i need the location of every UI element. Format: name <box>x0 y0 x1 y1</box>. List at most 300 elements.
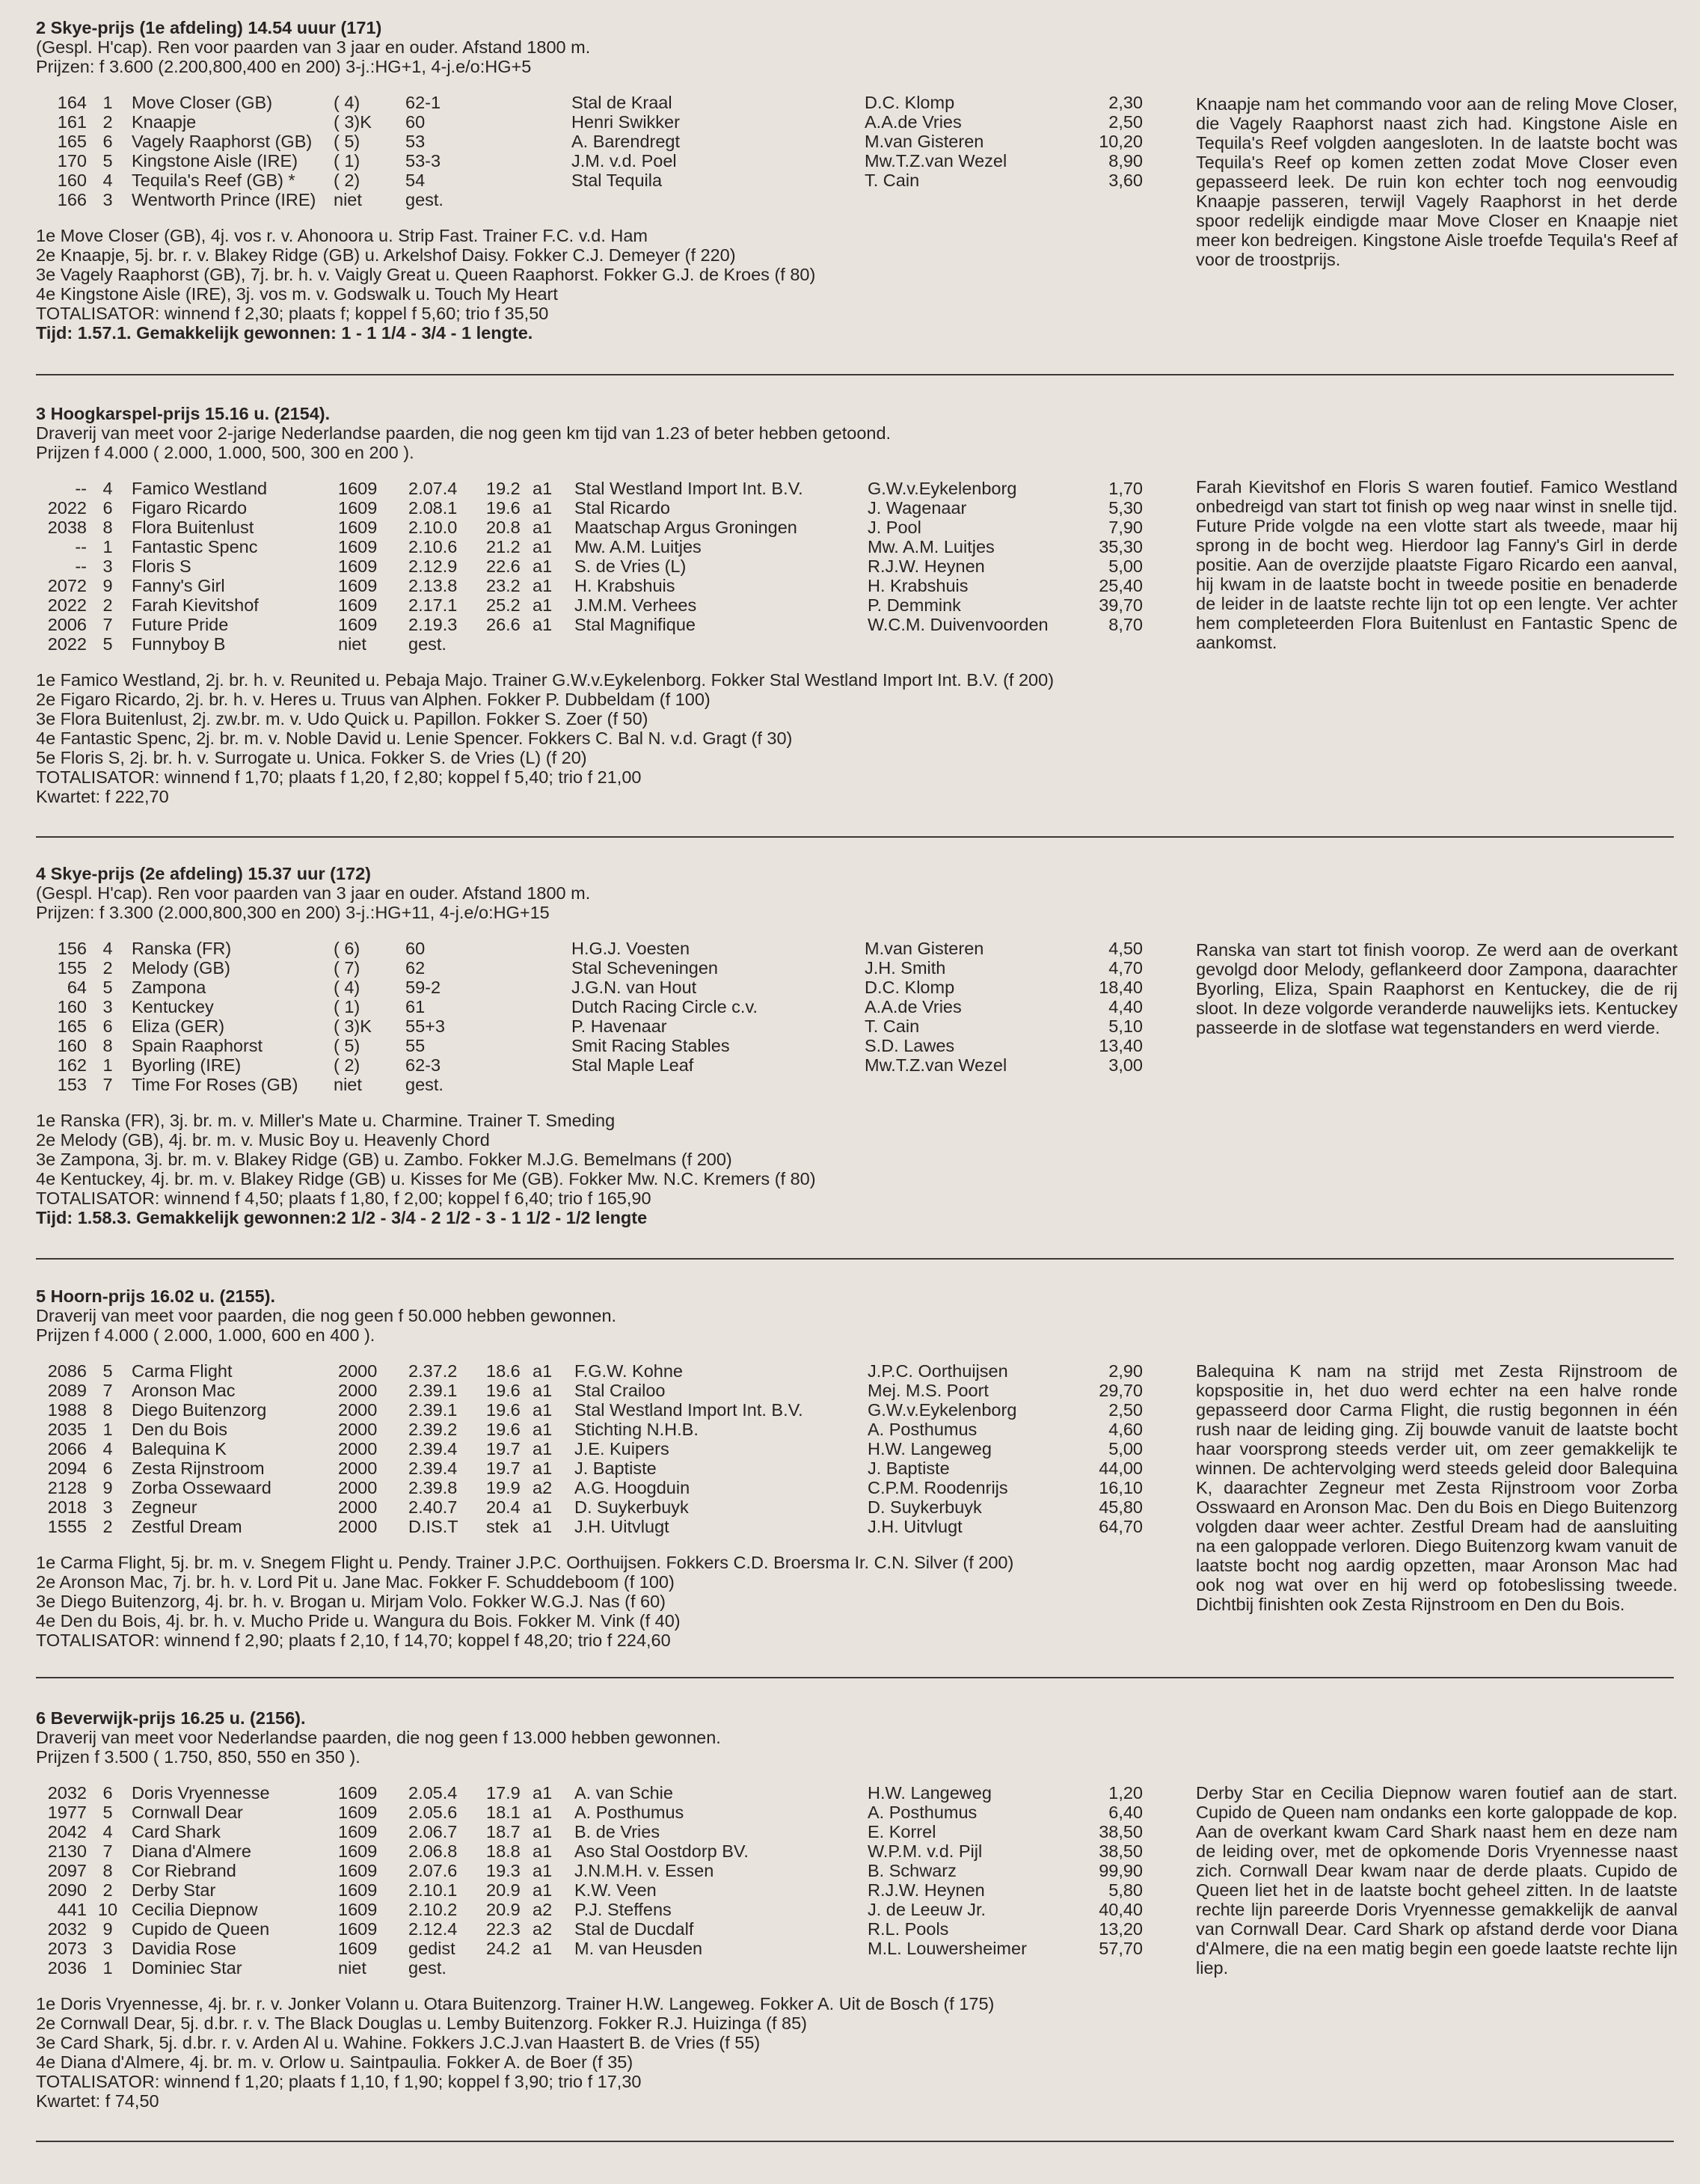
start-number-cell: 3 <box>102 997 113 1016</box>
race-section <box>36 864 1678 1227</box>
owner-cell: K.W. Veen <box>574 1880 657 1900</box>
form-number-cell: 2090 <box>47 1880 87 1900</box>
start-number-cell: 8 <box>102 1036 113 1055</box>
owner-cell: Stal Westland Import Int. B.V. <box>574 479 803 498</box>
race-time-cell: 2.12.4 <box>408 1919 458 1939</box>
jockey-cell: Mw.T.Z.van Wezel <box>865 151 1007 171</box>
result-line: 1e Ranska (FR), 3j. br. m. v. Miller's Mate u. Charmine. Trainer T. Smeding <box>36 1111 616 1130</box>
owner-cell: A. Posthumus <box>574 1803 684 1822</box>
jockey-cell: Mw.T.Z.van Wezel <box>865 1055 1007 1075</box>
start-number-cell: 1 <box>102 537 113 556</box>
distance-cell: 2000 <box>338 1381 378 1400</box>
jockey-cell: A.A.de Vries <box>865 112 962 132</box>
race-time-cell: 2.39.4 <box>408 1439 458 1458</box>
form-number-cell: 161 <box>57 112 87 132</box>
form-number-cell: 1977 <box>47 1803 87 1822</box>
race-time-cell: 2.12.9 <box>408 556 458 576</box>
owner-cell: J.E. Kuipers <box>574 1439 669 1458</box>
jockey-cell: M.van Gisteren <box>865 132 984 151</box>
owner-cell: Henri Swikker <box>571 112 680 132</box>
odds-cell: 44,00 <box>1099 1458 1143 1478</box>
owner-cell: J.M. v.d. Poel <box>571 151 677 171</box>
horse-name-cell: Famico Westland <box>132 479 268 498</box>
odds-cell: 5,00 <box>1108 556 1143 576</box>
start-number-cell: 3 <box>102 1497 113 1517</box>
start-number-cell: 1 <box>102 1420 113 1439</box>
category-cell: a1 <box>533 1420 553 1439</box>
race-time-cell: 2.39.2 <box>408 1420 458 1439</box>
km-time-cell: 19.6 <box>486 1420 521 1439</box>
horse-name-cell: Carma Flight <box>132 1361 233 1381</box>
driver-cell: H.W. Langeweg <box>868 1439 992 1458</box>
race-commentary: Farah Kievitshof en Floris S waren foutief. Famico Westland onbedreigd van start tot finish op weg naar winst in snelle tijd. Future Pride volgde na een vlotte start als tweede, maar hij sprong in de bocht weg. Hierdoor lag Fanny's Girl in derde positie. Aan de overzijde plaatste Figaro Ricardo een aanval, hij kwam in de laatste bocht in tweede positie en benaderde de leider in de laatste rechte lijn tot op een lengte. Ver achter hem completeerden Flora Buitenlust en Fantastic Spenc de aankomst. <box>1196 477 1678 652</box>
result-line: 4e Diana d'Almere, 4j. br. m. v. Orlow u. Saintpaulia. Fokker A. de Boer (f 35) <box>36 2052 633 2072</box>
form-number-cell: 2072 <box>47 576 87 595</box>
race-commentary: Derby Star en Cecilia Diepnow waren foutief aan de start. Cupido de Queen nam ondanks een korte galoppade de kop. Aan de overkant kwam Card Shark naast hem en deze nam de leiding over, met de opkomende Doris Vryennesse naast zich. Cornwall Dear kwam naar de derde plaats. Cupido de Queen liet het in de laatste bocht geheel zitten. In de laatste rechte lijn pareerde Doris Vryennesse gemakkelijk de aanval van Cornwall Dear. Card Shark op afstand derde voor Diana d'Almere, die na een matig begin een goede laatste rechte lijn liep. <box>1196 1783 1678 1978</box>
race-time-cell: gest. <box>408 1958 447 1978</box>
km-time-cell: 19.6 <box>486 1381 521 1400</box>
table-row <box>36 1075 1674 1094</box>
km-time-cell: 19.9 <box>486 1478 521 1497</box>
odds-cell: 4,70 <box>1108 958 1143 978</box>
start-number-cell: 10 <box>97 1900 118 1919</box>
horse-name-cell: Doris Vryennesse <box>132 1783 270 1803</box>
start-number-cell: 9 <box>102 1919 113 1939</box>
result-line: 4e Den du Bois, 4j. br. h. v. Mucho Pride u. Wangura du Bois. Fokker M. Vink (f 40) <box>36 1611 681 1631</box>
start-number-cell: 9 <box>102 1478 113 1497</box>
category-cell: a1 <box>533 1361 553 1381</box>
km-time-cell: 19.6 <box>486 498 521 518</box>
post-position-cell: ( 2) <box>334 171 360 190</box>
race-commentary: Knaapje nam het commando voor aan de reling Move Closer, die Vagely Raaphorst naast zich had. Kingstone Aisle en Tequila's Reef volgden aangesloten. In de laatste bocht was Tequila's Reef op komen zetten zodat Move Closer even gepasseerd leek. De ruin kon echter toch nog eenvoudig Knaapje passeren, terwijl Vagely Raaphorst in het derde spoor redelijk eindigde maar Move Closer en Knaapje niet meer kon bedreigen. Kingstone Aisle troefde Tequila's Reef af voor de troostprijs. <box>1196 94 1678 269</box>
weight-cell: 62-3 <box>405 1055 441 1075</box>
result-line: 4e Fantastic Spenc, 2j. br. m. v. Noble David u. Lenie Spencer. Fokkers C. Bal N. v.d. Gragt (f 30) <box>36 728 793 748</box>
owner-cell: Stal de Kraal <box>571 93 672 112</box>
race-commentary: Balequina K nam na strijd met Zesta Rijnstroom de kopspositie in, het duo werd echter na een halve ronde gepasseerd door Carma Flight, die rustig begonnen in één rush naar de leiding ging. Zij bouwde vanuit de laatste bocht haar voorsprong steeds verder uit, om zeer gemakkelijk te winnen. De achtervolging werd steeds geleid door Balequina K, daarachter Zegneur met Zesta Rijnstroom voor Zorba Osswaard en Aronson Mac. Den du Bois en Diego Buitenzorg volgden daar weer achter. Zestful Dream had de aansluiting na een galoppade verloren. Diego Buitenzorg kwam vanuit de laatste bocht nog aardig opzetten, maar Aronson Mac had ook nog wat over en hij werd op fotobeslissing tweede. Dichtbij finishten ook Zesta Rijnstroom en Den du Bois. <box>1196 1361 1678 1614</box>
result-line: 3e Card Shark, 5j. d.br. r. v. Arden Al u. Wahine. Fokkers J.C.J.van Haastert B. de Vries (f 55) <box>36 2033 761 2052</box>
distance-cell: 2000 <box>338 1497 378 1517</box>
horse-name-cell: Funnyboy B <box>132 634 226 654</box>
race-time-line: Tijd: 1.58.3. Gemakkelijk gewonnen:2 1/2 - 3/4 - 2 1/2 - 3 - 1 1/2 - 1/2 lengte <box>36 1208 648 1227</box>
section-divider <box>36 1677 1674 1678</box>
odds-cell: 25,40 <box>1099 576 1143 595</box>
horse-name-cell: Fantastic Spenc <box>132 537 258 556</box>
odds-cell: 40,40 <box>1099 1900 1143 1919</box>
race-time-cell: 2.08.1 <box>408 498 458 518</box>
category-cell: a1 <box>533 1458 553 1478</box>
km-time-cell: 20.4 <box>486 1497 521 1517</box>
form-number-cell: 160 <box>57 1036 87 1055</box>
horse-name-cell: Tequila's Reef (GB) * <box>132 171 295 190</box>
horse-name-cell: Aronson Mac <box>132 1381 236 1400</box>
form-number-cell: 2035 <box>47 1420 87 1439</box>
distance-cell: 1609 <box>338 1900 378 1919</box>
horse-name-cell: Zesta Rijnstroom <box>132 1458 265 1478</box>
section-divider <box>36 836 1674 838</box>
start-number-cell: 4 <box>102 171 113 190</box>
distance-cell: 1609 <box>338 498 378 518</box>
race-title: 5 Hoorn-prijs 16.02 u. (2155). <box>36 1286 275 1306</box>
distance-cell: 1609 <box>338 1841 378 1861</box>
totalisator-line: TOTALISATOR: winnend f 1,20; plaats f 1,10, f 1,90; koppel f 3,90; trio f 17,30 <box>36 2072 642 2091</box>
km-time-cell: 18.6 <box>486 1361 521 1381</box>
weight-cell: 60 <box>405 939 426 958</box>
result-line: 2e Aronson Mac, 7j. br. h. v. Lord Pit u. Jane Mac. Fokker F. Schuddeboom (f 100) <box>36 1572 675 1592</box>
race-time-cell: D.IS.T <box>408 1517 458 1536</box>
driver-cell: J. de Leeuw Jr. <box>868 1900 986 1919</box>
race-commentary: Ranska van start tot finish voorop. Ze werd aan de overkant gevolgd door Melody, geflankeerd door Zampona, daarachter Byorling, Eliza, Spain Raaphorst en Kentuckey, die de rij sloot. In deze volgorde veranderde nauwelijks iets. Kentuckey passeerde in de slotfase wat tegenstanders en werd vierde. <box>1196 940 1678 1037</box>
result-line: 3e Vagely Raaphorst (GB), 7j. br. h. v. Vaigly Great u. Queen Raaphorst. Fokker G.J. de Kroes (f 80) <box>36 265 816 284</box>
section-divider <box>36 1258 1674 1260</box>
odds-cell: 8,90 <box>1108 151 1143 171</box>
driver-cell: C.P.M. Roodenrijs <box>868 1478 1008 1497</box>
form-number-cell: 170 <box>57 151 87 171</box>
odds-cell: 18,40 <box>1099 978 1143 997</box>
post-position-cell: ( 2) <box>334 1055 360 1075</box>
start-number-cell: 1 <box>102 93 113 112</box>
race-title: 2 Skye-prijs (1e afdeling) 14.54 uuur (171) <box>36 18 382 37</box>
result-line: 3e Flora Buitenlust, 2j. zw.br. m. v. Udo Quick u. Papillon. Fokker S. Zoer (f 50) <box>36 709 648 728</box>
race-time-cell: 2.17.1 <box>408 595 458 615</box>
form-number-cell: 2094 <box>47 1458 87 1478</box>
form-number-cell: 2097 <box>47 1861 87 1880</box>
owner-cell: J. Baptiste <box>574 1458 657 1478</box>
race-time-cell: gest. <box>408 634 447 654</box>
owner-cell: Stal Crailoo <box>574 1381 666 1400</box>
distance-cell: 1609 <box>338 1783 378 1803</box>
owner-cell: A.G. Hoogduin <box>574 1478 690 1497</box>
start-number-cell: 2 <box>102 112 113 132</box>
form-number-cell: 160 <box>57 997 87 1016</box>
start-number-cell: 9 <box>102 576 113 595</box>
weight-cell: gest. <box>405 1075 444 1094</box>
weight-cell: 53-3 <box>405 151 441 171</box>
horse-name-cell: Diana d'Almere <box>132 1841 251 1861</box>
distance-cell: 1609 <box>338 479 378 498</box>
horse-name-cell: Dominiec Star <box>132 1958 242 1978</box>
driver-cell: G.W.v.Eykelenborg <box>868 479 1017 498</box>
result-line: 2e Cornwall Dear, 5j. d.br. r. v. The Black Douglas u. Lemby Buitenzorg. Fokker R.J. Huizinga (f 85) <box>36 2013 807 2033</box>
owner-cell: H. Krabshuis <box>574 576 675 595</box>
driver-cell: W.C.M. Duivenvoorden <box>868 615 1049 634</box>
form-number-cell: 2130 <box>47 1841 87 1861</box>
totalisator-line: TOTALISATOR: winnend f 2,90; plaats f 2,10, f 14,70; koppel f 48,20; trio f 224,60 <box>36 1631 671 1650</box>
form-number-cell: -- <box>75 556 87 576</box>
form-number-cell: 166 <box>57 190 87 209</box>
race-time-cell: 2.10.2 <box>408 1900 458 1919</box>
driver-cell: A. Posthumus <box>868 1803 978 1822</box>
owner-cell: Stal Westland Import Int. B.V. <box>574 1400 803 1420</box>
race-section <box>36 1286 1678 1650</box>
km-time-cell: 20.9 <box>486 1900 521 1919</box>
category-cell: a2 <box>533 1900 553 1919</box>
km-time-cell: 25.2 <box>486 595 521 615</box>
post-position-cell: ( 4) <box>334 978 360 997</box>
distance-cell: 2000 <box>338 1458 378 1478</box>
start-number-cell: 6 <box>102 498 113 518</box>
post-position-cell: ( 1) <box>334 997 360 1016</box>
odds-cell: 38,50 <box>1099 1841 1143 1861</box>
start-number-cell: 7 <box>102 615 113 634</box>
start-number-cell: 4 <box>102 1822 113 1841</box>
driver-cell: R.J.W. Heynen <box>868 1880 985 1900</box>
odds-cell: 35,30 <box>1099 537 1143 556</box>
horse-name-cell: Fanny's Girl <box>132 576 225 595</box>
horse-name-cell: Knaapje <box>132 112 197 132</box>
race-results <box>36 670 1674 806</box>
start-number-cell: 5 <box>102 151 113 171</box>
odds-cell: 3,60 <box>1108 171 1143 190</box>
jockey-cell: D.C. Klomp <box>865 93 955 112</box>
start-number-cell: 2 <box>102 958 113 978</box>
owner-cell: J.N.M.H. v. Essen <box>574 1861 714 1880</box>
race-results <box>36 1994 1674 2111</box>
jockey-cell: M.van Gisteren <box>865 939 984 958</box>
category-cell: a1 <box>533 1939 553 1958</box>
form-number-cell: 1988 <box>47 1400 87 1420</box>
owner-cell: Stal Scheveningen <box>571 958 718 978</box>
race-time-cell: 2.07.6 <box>408 1861 458 1880</box>
driver-cell: H.W. Langeweg <box>868 1783 992 1803</box>
driver-cell: J. Wagenaar <box>868 498 967 518</box>
form-number-cell: 165 <box>57 1016 87 1036</box>
km-time-cell: 22.3 <box>486 1919 521 1939</box>
owner-cell: P. Havenaar <box>571 1016 667 1036</box>
start-number-cell: 8 <box>102 518 113 537</box>
result-line: 4e Kentuckey, 4j. br. m. v. Blakey Ridge (GB) u. Kisses for Me (GB). Fokker Mw. N.C. Kremers (f 80) <box>36 1169 816 1188</box>
form-number-cell: 155 <box>57 958 87 978</box>
start-number-cell: 2 <box>102 1517 113 1536</box>
category-cell: a1 <box>533 615 553 634</box>
odds-cell: 5,30 <box>1108 498 1143 518</box>
odds-cell: 5,10 <box>1108 1016 1143 1036</box>
race-title: 4 Skye-prijs (2e afdeling) 15.37 uur (172) <box>36 864 371 883</box>
result-line: 1e Doris Vryennesse, 4j. br. r. v. Jonker Volann u. Otara Buitenzorg. Trainer H.W. Langeweg. Fokker A. Uit de Bosch (f 175) <box>36 1994 995 2013</box>
jockey-cell: T. Cain <box>865 1016 920 1036</box>
weight-cell: 61 <box>405 997 426 1016</box>
start-number-cell: 4 <box>102 1439 113 1458</box>
driver-cell: J. Pool <box>868 518 921 537</box>
category-cell: a1 <box>533 576 553 595</box>
race-conditions: Draverij van meet voor paarden, die nog geen f 50.000 hebben gewonnen. <box>36 1306 617 1325</box>
start-number-cell: 5 <box>102 978 113 997</box>
horse-name-cell: Cecilia Diepnow <box>132 1900 258 1919</box>
driver-cell: R.L. Pools <box>868 1919 949 1939</box>
start-number-cell: 2 <box>102 595 113 615</box>
owner-cell: J.M.M. Verhees <box>574 595 697 615</box>
race-prizes: Prijzen f 4.000 ( 2.000, 1.000, 500, 300 en 200 ). <box>36 443 414 462</box>
race-section <box>36 18 1678 343</box>
odds-cell: 38,50 <box>1099 1822 1143 1841</box>
odds-cell: 13,40 <box>1099 1036 1143 1055</box>
form-number-cell: 2022 <box>47 595 87 615</box>
horse-name-cell: Kingstone Aisle (IRE) <box>132 151 298 171</box>
result-line: 3e Zampona, 3j. br. m. v. Blakey Ridge (GB) u. Zambo. Fokker M.J.G. Bemelmans (f 200) <box>36 1150 732 1169</box>
km-time-cell: 17.9 <box>486 1783 521 1803</box>
km-time-cell: 24.2 <box>486 1939 521 1958</box>
race-prizes: Prijzen: f 3.600 (2.200,800,400 en 200) 3-j.:HG+1, 4-j.e/o:HG+5 <box>36 57 532 76</box>
driver-cell: Mej. M.S. Poort <box>868 1381 989 1400</box>
category-cell: a2 <box>533 1478 553 1497</box>
weight-cell: 55+3 <box>405 1016 445 1036</box>
race-conditions: (Gespl. H'cap). Ren voor paarden van 3 jaar en ouder. Afstand 1800 m. <box>36 37 591 57</box>
form-number-cell: 2022 <box>47 498 87 518</box>
odds-cell: 8,70 <box>1108 615 1143 634</box>
driver-cell: G.W.v.Eykelenborg <box>868 1400 1017 1420</box>
post-position-cell: niet <box>334 1075 362 1094</box>
owner-cell: Stal de Ducdalf <box>574 1919 694 1939</box>
start-number-cell: 1 <box>102 1958 113 1978</box>
horse-name-cell: Melody (GB) <box>132 958 230 978</box>
driver-cell: Mw. A.M. Luitjes <box>868 537 995 556</box>
result-line: 2e Knaapje, 5j. br. r. v. Blakey Ridge (GB) u. Arkelshof Daisy. Fokker C.J. Demeyer (f 220) <box>36 245 736 265</box>
post-position-cell: ( 6) <box>334 939 360 958</box>
race-time-cell: gedist <box>408 1939 455 1958</box>
form-number-cell: 2032 <box>47 1783 87 1803</box>
start-number-cell: 2 <box>102 1880 113 1900</box>
start-number-cell: 5 <box>102 634 113 654</box>
km-time-cell: 22.6 <box>486 556 521 576</box>
post-position-cell: ( 7) <box>334 958 360 978</box>
odds-cell: 5,80 <box>1108 1880 1143 1900</box>
horse-name-cell: Vagely Raaphorst (GB) <box>132 132 313 151</box>
horse-name-cell: Davidia Rose <box>132 1939 236 1958</box>
form-number-cell: -- <box>75 537 87 556</box>
odds-cell: 16,10 <box>1099 1478 1143 1497</box>
driver-cell: W.P.M. v.d. Pijl <box>868 1841 983 1861</box>
start-number-cell: 3 <box>102 1939 113 1958</box>
odds-cell: 2,50 <box>1108 112 1143 132</box>
race-prizes: Prijzen: f 3.300 (2.000,800,300 en 200) 3-j.:HG+11, 4-j.e/o:HG+15 <box>36 903 550 922</box>
jockey-cell: D.C. Klomp <box>865 978 955 997</box>
result-line: 1e Famico Westland, 2j. br. h. v. Reunited u. Pebaja Majo. Trainer G.W.v.Eykelenborg. Fokker Stal Westland Import Int. B.V. (f 200) <box>36 670 1055 690</box>
start-number-cell: 8 <box>102 1400 113 1420</box>
horse-name-cell: Kentuckey <box>132 997 214 1016</box>
weight-cell: 54 <box>405 171 426 190</box>
totalisator-line: TOTALISATOR: winnend f 1,70; plaats f 1,20, f 2,80; koppel f 5,40; trio f 21,00 <box>36 767 642 787</box>
race-time-cell: 2.39.4 <box>408 1458 458 1478</box>
form-number-cell: 160 <box>57 171 87 190</box>
form-number-cell: 2073 <box>47 1939 87 1958</box>
race-prizes: Prijzen f 4.000 ( 2.000, 1.000, 600 en 400 ). <box>36 1325 375 1345</box>
owner-cell: H.G.J. Voesten <box>571 939 690 958</box>
category-cell: a1 <box>533 498 553 518</box>
horse-name-cell: Cupido de Queen <box>132 1919 270 1939</box>
odds-cell: 1,20 <box>1108 1783 1143 1803</box>
weight-cell: 60 <box>405 112 426 132</box>
race-time-cell: 2.39.8 <box>408 1478 458 1497</box>
race-time-cell: 2.10.0 <box>408 518 458 537</box>
start-number-cell: 6 <box>102 1016 113 1036</box>
odds-cell: 4,50 <box>1108 939 1143 958</box>
form-number-cell: 441 <box>57 1900 87 1919</box>
driver-cell: J.H. Uitvlugt <box>868 1517 963 1536</box>
horse-name-cell: Cornwall Dear <box>132 1803 243 1822</box>
post-position-cell: ( 3)K <box>334 1016 372 1036</box>
distance-cell: niet <box>338 634 366 654</box>
category-cell: a1 <box>533 1822 553 1841</box>
category-cell: a1 <box>533 1880 553 1900</box>
race-time-cell: 2.10.6 <box>408 537 458 556</box>
owner-cell: D. Suykerbuyk <box>574 1497 689 1517</box>
distance-cell: 2000 <box>338 1439 378 1458</box>
post-position-cell: ( 1) <box>334 151 360 171</box>
jockey-cell: A.A.de Vries <box>865 997 962 1016</box>
race-title: 6 Beverwijk-prijs 16.25 u. (2156). <box>36 1708 306 1728</box>
jockey-cell: J.H. Smith <box>865 958 946 978</box>
post-position-cell: niet <box>334 190 362 209</box>
horse-name-cell: Figaro Ricardo <box>132 498 248 518</box>
odds-cell: 99,90 <box>1099 1861 1143 1880</box>
horse-name-cell: Card Shark <box>132 1822 221 1841</box>
totalisator-line: TOTALISATOR: winnend f 4,50; plaats f 1,80, f 2,00; koppel f 6,40; trio f 165,90 <box>36 1188 651 1208</box>
race-time-line: Tijd: 1.57.1. Gemakkelijk gewonnen: 1 - 1 1/4 - 3/4 - 1 lengte. <box>36 323 533 343</box>
owner-cell: B. de Vries <box>574 1822 660 1841</box>
distance-cell: 2000 <box>338 1478 378 1497</box>
kwartet-line: Kwartet: f 222,70 <box>36 787 169 806</box>
section-divider <box>36 374 1674 375</box>
race-time-cell: 2.37.2 <box>408 1361 458 1381</box>
driver-cell: D. Suykerbuyk <box>868 1497 982 1517</box>
horse-name-cell: Time For Roses (GB) <box>132 1075 298 1094</box>
category-cell: a1 <box>533 518 553 537</box>
driver-cell: M.L. Louwersheimer <box>868 1939 1027 1958</box>
weight-cell: 55 <box>405 1036 426 1055</box>
form-number-cell: 153 <box>57 1075 87 1094</box>
start-number-cell: 6 <box>102 132 113 151</box>
horse-name-cell: Zorba Ossewaard <box>132 1478 271 1497</box>
form-number-cell: 2066 <box>47 1439 87 1458</box>
form-number-cell: 64 <box>67 978 87 997</box>
odds-cell: 2,50 <box>1108 1400 1143 1420</box>
owner-cell: Mw. A.M. Luitjes <box>574 537 702 556</box>
category-cell: a1 <box>533 1861 553 1880</box>
driver-cell: H. Krabshuis <box>868 576 969 595</box>
driver-cell: E. Korrel <box>868 1822 936 1841</box>
horse-name-cell: Flora Buitenlust <box>132 518 254 537</box>
race-time-cell: 2.07.4 <box>408 479 458 498</box>
distance-cell: 1609 <box>338 615 378 634</box>
owner-cell: Smit Racing Stables <box>571 1036 730 1055</box>
weight-cell: 53 <box>405 132 426 151</box>
odds-cell: 5,00 <box>1108 1439 1143 1458</box>
start-number-cell: 3 <box>102 556 113 576</box>
distance-cell: 1609 <box>338 1803 378 1822</box>
race-title: 3 Hoogkarspel-prijs 15.16 u. (2154). <box>36 404 331 423</box>
odds-cell: 7,90 <box>1108 518 1143 537</box>
result-line: 3e Diego Buitenzorg, 4j. br. h. v. Brogan u. Mirjam Volo. Fokker W.G.J. Nas (f 60) <box>36 1592 666 1611</box>
odds-cell: 29,70 <box>1099 1381 1143 1400</box>
form-number-cell: 1555 <box>47 1517 87 1536</box>
owner-cell: A. van Schie <box>574 1783 673 1803</box>
race-time-cell: 2.10.1 <box>408 1880 458 1900</box>
km-time-cell: 26.6 <box>486 615 521 634</box>
start-number-cell: 7 <box>102 1841 113 1861</box>
category-cell: a1 <box>533 1841 553 1861</box>
category-cell: a1 <box>533 537 553 556</box>
distance-cell: 1609 <box>338 1861 378 1880</box>
distance-cell: 2000 <box>338 1517 378 1536</box>
form-number-cell: 2022 <box>47 634 87 654</box>
owner-cell: Aso Stal Oostdorp BV. <box>574 1841 749 1861</box>
km-time-cell: 19.7 <box>486 1458 521 1478</box>
form-number-cell: 2089 <box>47 1381 87 1400</box>
distance-cell: 1609 <box>338 1822 378 1841</box>
category-cell: a1 <box>533 1381 553 1400</box>
kwartet-line: Kwartet: f 74,50 <box>36 2091 159 2111</box>
odds-cell: 10,20 <box>1099 132 1143 151</box>
jockey-cell: T. Cain <box>865 171 920 190</box>
